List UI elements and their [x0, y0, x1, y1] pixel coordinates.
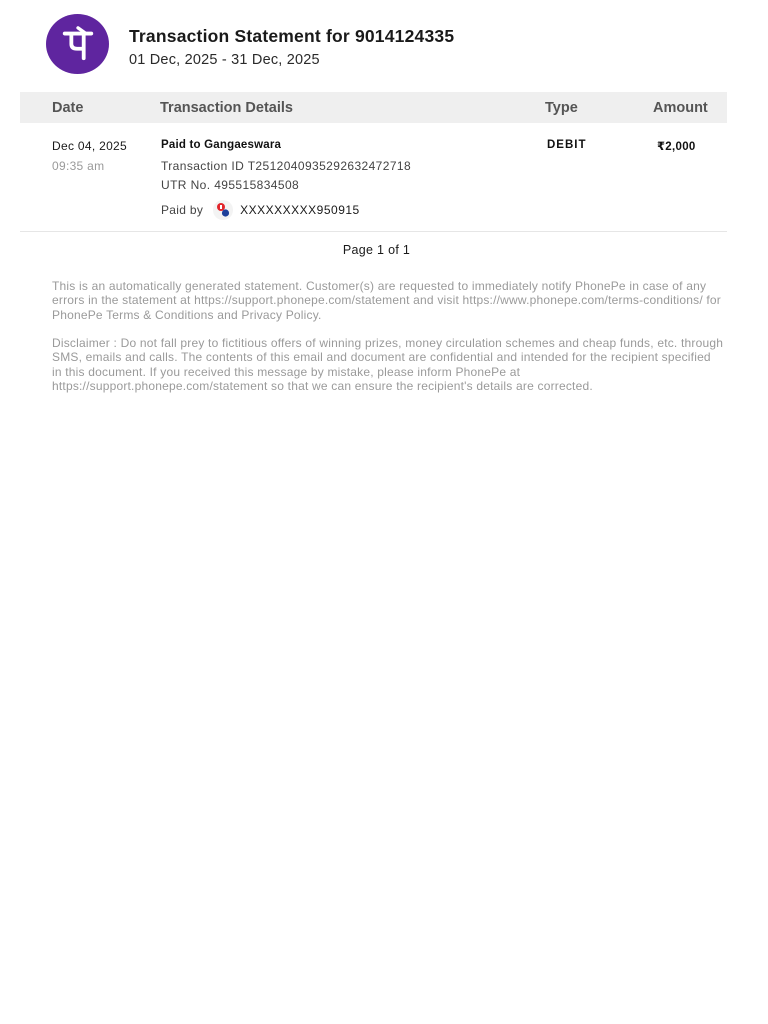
column-header-details: Transaction Details: [160, 100, 293, 116]
table-row: [20, 123, 727, 232]
title-block: [129, 26, 454, 68]
transaction-type: DEBIT: [547, 139, 587, 151]
column-header-date: Date: [52, 100, 84, 116]
account-number: XXXXXXXXX950915: [240, 203, 360, 217]
statement-period: 01 Dec, 2025 - 31 Dec, 2025: [129, 52, 320, 68]
table-header: [20, 92, 727, 123]
disclaimer-note: Disclaimer : Do not fall prey to fictitious offers of winning prizes, money circulation schemes and cheap funds, etc. through SMS, emails and calls. The contents of this email and document are confidential and intended for the recipient specified in this document. If you received this message by mistake, please inform PhonePe at https://support.phonepe.com/statement so that we can ensure the recipient's details are corrected.: [52, 336, 724, 394]
column-header-amount: Amount: [653, 100, 708, 116]
column-header-type: Type: [545, 100, 578, 116]
paid-by-label: Paid by: [161, 203, 204, 217]
statement-header: [46, 14, 454, 74]
utr-number: UTR No. 495515834508: [161, 178, 300, 192]
payee: Paid to Gangaeswara: [161, 139, 282, 151]
transaction-amount: ₹2,000: [657, 141, 696, 153]
phonepe-logo-icon: [46, 14, 109, 74]
page-indicator: Page 1 of 1: [342, 243, 411, 257]
paid-by: [161, 200, 360, 220]
bank-icon: [213, 200, 233, 220]
auto-generated-note: This is an automatically generated statement. Customer(s) are requested to immediately notify PhonePe in case of any errors in the statement at https://support.phonepe.com/statement and visit https://www.phonepe.com/terms-conditions/ for PhonePe Terms & Conditions and Privacy Policy.: [52, 279, 721, 322]
transaction-id: Transaction ID T2512040935292632472718: [161, 159, 412, 173]
transaction-date: Dec 04, 2025: [52, 139, 127, 153]
statement-title: Transaction Statement for 9014124335: [129, 26, 455, 46]
transaction-time: 09:35 am: [52, 159, 105, 173]
